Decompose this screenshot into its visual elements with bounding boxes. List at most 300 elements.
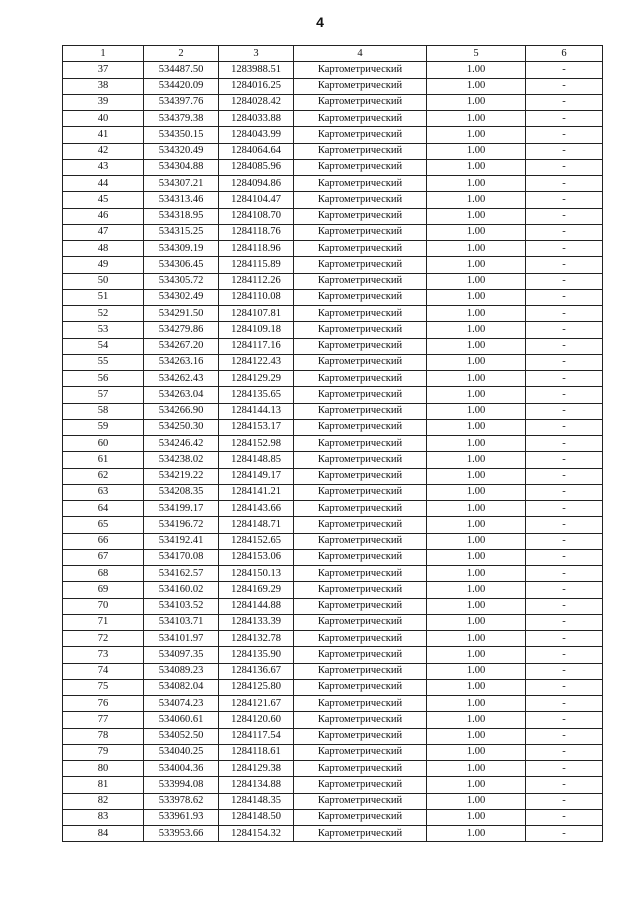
table-cell: 1284148.50: [219, 809, 294, 825]
column-header: 4: [294, 46, 427, 62]
table-cell: 1.00: [427, 78, 526, 94]
table-cell: -: [526, 94, 603, 110]
table-cell: -: [526, 436, 603, 452]
table-cell: 1.00: [427, 712, 526, 728]
table-cell: 1284085.96: [219, 159, 294, 175]
table-cell: -: [526, 371, 603, 387]
table-row: [63, 371, 603, 387]
table-cell: -: [526, 549, 603, 565]
table-cell: Картометрический: [294, 354, 427, 370]
table-cell: Картометрический: [294, 549, 427, 565]
table-cell: 534004.36: [144, 761, 219, 777]
table-cell: -: [526, 744, 603, 760]
table-cell: 533994.08: [144, 777, 219, 793]
table-cell: 534170.08: [144, 549, 219, 565]
table-row: [63, 143, 603, 159]
table-cell: Картометрический: [294, 306, 427, 322]
table-cell: Картометрический: [294, 419, 427, 435]
table-cell: -: [526, 273, 603, 289]
table-cell: 1.00: [427, 728, 526, 744]
table-cell: 534082.04: [144, 679, 219, 695]
table-cell: 1284104.47: [219, 192, 294, 208]
table-cell: 52: [63, 306, 144, 322]
table-cell: Картометрический: [294, 176, 427, 192]
table-cell: 534162.57: [144, 566, 219, 582]
table-cell: 1284107.81: [219, 306, 294, 322]
table-row: [63, 809, 603, 825]
table-cell: -: [526, 241, 603, 257]
table-cell: 534379.38: [144, 111, 219, 127]
table-cell: 49: [63, 257, 144, 273]
table-cell: 1.00: [427, 289, 526, 305]
table-cell: -: [526, 452, 603, 468]
table-cell: -: [526, 679, 603, 695]
table-row: [63, 631, 603, 647]
table-cell: Картометрический: [294, 517, 427, 533]
table-cell: 1.00: [427, 647, 526, 663]
table-cell: 1.00: [427, 224, 526, 240]
table-cell: Картометрический: [294, 826, 427, 842]
table-row: [63, 78, 603, 94]
table-cell: 69: [63, 582, 144, 598]
table-cell: Картометрический: [294, 647, 427, 663]
table-row: [63, 338, 603, 354]
table-cell: -: [526, 826, 603, 842]
table-cell: 82: [63, 793, 144, 809]
table-cell: 1.00: [427, 371, 526, 387]
table-cell: 1.00: [427, 598, 526, 614]
table-cell: 1.00: [427, 582, 526, 598]
table-cell: 48: [63, 241, 144, 257]
table-cell: -: [526, 354, 603, 370]
table-cell: 534487.50: [144, 62, 219, 78]
table-cell: 534263.04: [144, 387, 219, 403]
table-cell: 1284153.06: [219, 549, 294, 565]
table-cell: 534208.35: [144, 484, 219, 500]
table-cell: -: [526, 582, 603, 598]
table-cell: 1283988.51: [219, 62, 294, 78]
table-cell: 534320.49: [144, 143, 219, 159]
table-cell: Картометрический: [294, 273, 427, 289]
table-cell: 1284121.67: [219, 696, 294, 712]
table-cell: -: [526, 62, 603, 78]
table-row: [63, 484, 603, 500]
table-cell: Картометрический: [294, 501, 427, 517]
table-row: [63, 549, 603, 565]
table-cell: 534196.72: [144, 517, 219, 533]
table-cell: 534267.20: [144, 338, 219, 354]
table-cell: 39: [63, 94, 144, 110]
table-cell: 1284153.17: [219, 419, 294, 435]
table-cell: -: [526, 809, 603, 825]
table-row: [63, 728, 603, 744]
table-cell: 1284169.29: [219, 582, 294, 598]
column-header: 3: [219, 46, 294, 62]
table-cell: -: [526, 501, 603, 517]
table-cell: 53: [63, 322, 144, 338]
table-cell: 46: [63, 208, 144, 224]
table-row: [63, 744, 603, 760]
table-cell: Картометрический: [294, 679, 427, 695]
table-row: [63, 306, 603, 322]
table-row: [63, 501, 603, 517]
table-cell: 534089.23: [144, 663, 219, 679]
table-cell: 533978.62: [144, 793, 219, 809]
table-cell: Картометрический: [294, 696, 427, 712]
table-cell: 1.00: [427, 809, 526, 825]
table-row: [63, 159, 603, 175]
table-row: [63, 598, 603, 614]
table-cell: 68: [63, 566, 144, 582]
table-row: [63, 322, 603, 338]
table-cell: Картометрический: [294, 663, 427, 679]
table-cell: 534101.97: [144, 631, 219, 647]
table-cell: 1284149.17: [219, 468, 294, 484]
table-cell: 55: [63, 354, 144, 370]
table-cell: 1284125.80: [219, 679, 294, 695]
table-cell: 1.00: [427, 143, 526, 159]
table-cell: Картометрический: [294, 793, 427, 809]
table-cell: 1.00: [427, 696, 526, 712]
table-cell: 534291.50: [144, 306, 219, 322]
table-cell: Картометрический: [294, 728, 427, 744]
table-cell: 1.00: [427, 273, 526, 289]
table-cell: 59: [63, 419, 144, 435]
table-row: [63, 517, 603, 533]
table-cell: 534305.72: [144, 273, 219, 289]
table-cell: -: [526, 598, 603, 614]
table-cell: 71: [63, 614, 144, 630]
table-cell: 1284117.16: [219, 338, 294, 354]
table-cell: 1284143.66: [219, 501, 294, 517]
table-cell: 1.00: [427, 419, 526, 435]
coordinates-table: [62, 45, 603, 842]
table-cell: -: [526, 517, 603, 533]
table-body: [63, 62, 603, 842]
table-cell: 534074.23: [144, 696, 219, 712]
table-row: [63, 663, 603, 679]
table-cell: Картометрический: [294, 111, 427, 127]
table-cell: 63: [63, 484, 144, 500]
table-row: [63, 354, 603, 370]
table-cell: -: [526, 419, 603, 435]
table-cell: 1.00: [427, 679, 526, 695]
table-cell: Картометрический: [294, 761, 427, 777]
table-cell: 534040.25: [144, 744, 219, 760]
table-cell: 72: [63, 631, 144, 647]
table-cell: 1284110.08: [219, 289, 294, 305]
table-cell: -: [526, 484, 603, 500]
table-cell: 1.00: [427, 826, 526, 842]
table-header-row: [63, 46, 603, 62]
table-cell: 67: [63, 549, 144, 565]
table-cell: 1.00: [427, 549, 526, 565]
table-cell: 1.00: [427, 387, 526, 403]
table-row: [63, 419, 603, 435]
table-cell: 1284033.88: [219, 111, 294, 127]
table-cell: Картометрический: [294, 598, 427, 614]
table-cell: 60: [63, 436, 144, 452]
table-cell: 40: [63, 111, 144, 127]
table-row: [63, 289, 603, 305]
table-cell: 1.00: [427, 793, 526, 809]
table-cell: 1.00: [427, 533, 526, 549]
table-cell: 62: [63, 468, 144, 484]
table-cell: Картометрический: [294, 566, 427, 582]
table-cell: 1284154.32: [219, 826, 294, 842]
table-cell: 534160.02: [144, 582, 219, 598]
table-row: [63, 712, 603, 728]
table-row: [63, 696, 603, 712]
table-cell: -: [526, 257, 603, 273]
table-cell: 534350.15: [144, 127, 219, 143]
table-cell: -: [526, 78, 603, 94]
table-cell: 80: [63, 761, 144, 777]
table-cell: 1284132.78: [219, 631, 294, 647]
table-cell: 61: [63, 452, 144, 468]
table-row: [63, 111, 603, 127]
table-cell: 534279.86: [144, 322, 219, 338]
table-cell: 75: [63, 679, 144, 695]
table-cell: Картометрический: [294, 387, 427, 403]
table-cell: -: [526, 159, 603, 175]
table-cell: 1.00: [427, 62, 526, 78]
table-cell: 1.00: [427, 257, 526, 273]
table-cell: 1284129.29: [219, 371, 294, 387]
table-cell: -: [526, 663, 603, 679]
table-cell: 65: [63, 517, 144, 533]
table-row: [63, 176, 603, 192]
table-cell: 1.00: [427, 761, 526, 777]
table-cell: -: [526, 338, 603, 354]
table-row: [63, 62, 603, 78]
table-cell: 1.00: [427, 111, 526, 127]
table-cell: Картометрический: [294, 78, 427, 94]
table-cell: -: [526, 566, 603, 582]
table-cell: 1284118.96: [219, 241, 294, 257]
table-cell: 534307.21: [144, 176, 219, 192]
table-cell: Картометрический: [294, 436, 427, 452]
table-cell: 533953.66: [144, 826, 219, 842]
table-cell: 534302.49: [144, 289, 219, 305]
column-header: 2: [144, 46, 219, 62]
table-row: [63, 614, 603, 630]
table-cell: 1.00: [427, 566, 526, 582]
table-cell: 1.00: [427, 306, 526, 322]
table-cell: 1.00: [427, 468, 526, 484]
table-cell: 1.00: [427, 614, 526, 630]
table-cell: 1284115.89: [219, 257, 294, 273]
table-cell: 534315.25: [144, 224, 219, 240]
table-cell: 1284141.21: [219, 484, 294, 500]
column-header: 5: [427, 46, 526, 62]
table-cell: 534266.90: [144, 403, 219, 419]
table-cell: 1284144.13: [219, 403, 294, 419]
table-cell: Картометрический: [294, 631, 427, 647]
page-number: 4: [316, 14, 324, 30]
table-row: [63, 436, 603, 452]
table-cell: 534250.30: [144, 419, 219, 435]
table-cell: Картометрический: [294, 257, 427, 273]
table-cell: Картометрический: [294, 403, 427, 419]
table-cell: 1.00: [427, 127, 526, 143]
table-cell: Картометрический: [294, 208, 427, 224]
table-cell: Картометрический: [294, 159, 427, 175]
table-cell: 1284148.35: [219, 793, 294, 809]
table-cell: 50: [63, 273, 144, 289]
table-row: [63, 403, 603, 419]
table-cell: 1284094.86: [219, 176, 294, 192]
table-cell: 41: [63, 127, 144, 143]
table-row: [63, 761, 603, 777]
table-cell: 1284133.39: [219, 614, 294, 630]
table-cell: 70: [63, 598, 144, 614]
table-cell: 534103.71: [144, 614, 219, 630]
table-row: [63, 533, 603, 549]
table-cell: 1.00: [427, 777, 526, 793]
table-cell: 534304.88: [144, 159, 219, 175]
table-cell: 57: [63, 387, 144, 403]
table-cell: 1.00: [427, 208, 526, 224]
table-row: [63, 826, 603, 842]
table-cell: 1.00: [427, 94, 526, 110]
table-cell: 1.00: [427, 452, 526, 468]
table-cell: 1284122.43: [219, 354, 294, 370]
table-cell: -: [526, 533, 603, 549]
table-cell: 1284136.67: [219, 663, 294, 679]
table-cell: 81: [63, 777, 144, 793]
table-cell: 1.00: [427, 517, 526, 533]
table-cell: 1284109.18: [219, 322, 294, 338]
table-cell: -: [526, 111, 603, 127]
table-cell: 56: [63, 371, 144, 387]
table-cell: -: [526, 614, 603, 630]
table-cell: Картометрический: [294, 192, 427, 208]
table-cell: 37: [63, 62, 144, 78]
table-cell: Картометрический: [294, 127, 427, 143]
table-cell: 1284064.64: [219, 143, 294, 159]
table-cell: -: [526, 728, 603, 744]
table-cell: 534397.76: [144, 94, 219, 110]
table-row: [63, 273, 603, 289]
table-cell: -: [526, 127, 603, 143]
table-cell: -: [526, 647, 603, 663]
table-row: [63, 468, 603, 484]
table-cell: 534192.41: [144, 533, 219, 549]
table-cell: 79: [63, 744, 144, 760]
table-cell: 1284016.25: [219, 78, 294, 94]
table-cell: Картометрический: [294, 94, 427, 110]
table-cell: 534262.43: [144, 371, 219, 387]
table-cell: -: [526, 192, 603, 208]
table-cell: -: [526, 322, 603, 338]
table-cell: 1284129.38: [219, 761, 294, 777]
table-cell: 534052.50: [144, 728, 219, 744]
table-cell: 1284148.85: [219, 452, 294, 468]
table-cell: 58: [63, 403, 144, 419]
table-cell: 1284152.98: [219, 436, 294, 452]
table-cell: 43: [63, 159, 144, 175]
table-cell: 534199.17: [144, 501, 219, 517]
table-cell: 84: [63, 826, 144, 842]
table-cell: 1284152.65: [219, 533, 294, 549]
table-cell: Картометрический: [294, 614, 427, 630]
table-cell: 1284150.13: [219, 566, 294, 582]
column-header: 6: [526, 46, 603, 62]
table-row: [63, 582, 603, 598]
table-cell: 1284043.99: [219, 127, 294, 143]
table-cell: Картометрический: [294, 241, 427, 257]
table-cell: 534309.19: [144, 241, 219, 257]
table-row: [63, 566, 603, 582]
table-cell: -: [526, 403, 603, 419]
table-row: [63, 208, 603, 224]
table-cell: 1.00: [427, 354, 526, 370]
table-cell: 78: [63, 728, 144, 744]
table-cell: 534219.22: [144, 468, 219, 484]
table-cell: 1284118.61: [219, 744, 294, 760]
table-cell: -: [526, 387, 603, 403]
table-cell: Картометрический: [294, 62, 427, 78]
table-cell: 534420.09: [144, 78, 219, 94]
table-cell: -: [526, 712, 603, 728]
table-cell: Картометрический: [294, 533, 427, 549]
table-cell: 1284135.90: [219, 647, 294, 663]
table-row: [63, 679, 603, 695]
table-cell: 44: [63, 176, 144, 192]
table-cell: 1284108.70: [219, 208, 294, 224]
table-row: [63, 777, 603, 793]
table-cell: Картометрический: [294, 371, 427, 387]
table-row: [63, 257, 603, 273]
table-cell: -: [526, 777, 603, 793]
table-cell: 1.00: [427, 501, 526, 517]
table-row: [63, 224, 603, 240]
table-cell: 1284112.26: [219, 273, 294, 289]
table-cell: 534097.35: [144, 647, 219, 663]
table-cell: 1.00: [427, 241, 526, 257]
table-cell: 74: [63, 663, 144, 679]
table-cell: -: [526, 696, 603, 712]
table-row: [63, 192, 603, 208]
table-cell: 76: [63, 696, 144, 712]
table-cell: -: [526, 761, 603, 777]
table-cell: 533961.93: [144, 809, 219, 825]
table-cell: 1.00: [427, 663, 526, 679]
table-cell: 47: [63, 224, 144, 240]
table-cell: Картометрический: [294, 582, 427, 598]
table-cell: 534060.61: [144, 712, 219, 728]
table-cell: Картометрический: [294, 452, 427, 468]
table-cell: Картометрический: [294, 143, 427, 159]
table-cell: 38: [63, 78, 144, 94]
table-row: [63, 94, 603, 110]
table-cell: 1.00: [427, 631, 526, 647]
table-cell: Картометрический: [294, 338, 427, 354]
table-cell: 534318.95: [144, 208, 219, 224]
table-cell: 66: [63, 533, 144, 549]
table-cell: 1284144.88: [219, 598, 294, 614]
table-cell: -: [526, 143, 603, 159]
table-cell: Картометрический: [294, 224, 427, 240]
table-cell: Картометрический: [294, 289, 427, 305]
table-cell: -: [526, 306, 603, 322]
table-cell: 51: [63, 289, 144, 305]
column-header: 1: [63, 46, 144, 62]
table-cell: 534263.16: [144, 354, 219, 370]
table-cell: 1284148.71: [219, 517, 294, 533]
table-cell: -: [526, 176, 603, 192]
